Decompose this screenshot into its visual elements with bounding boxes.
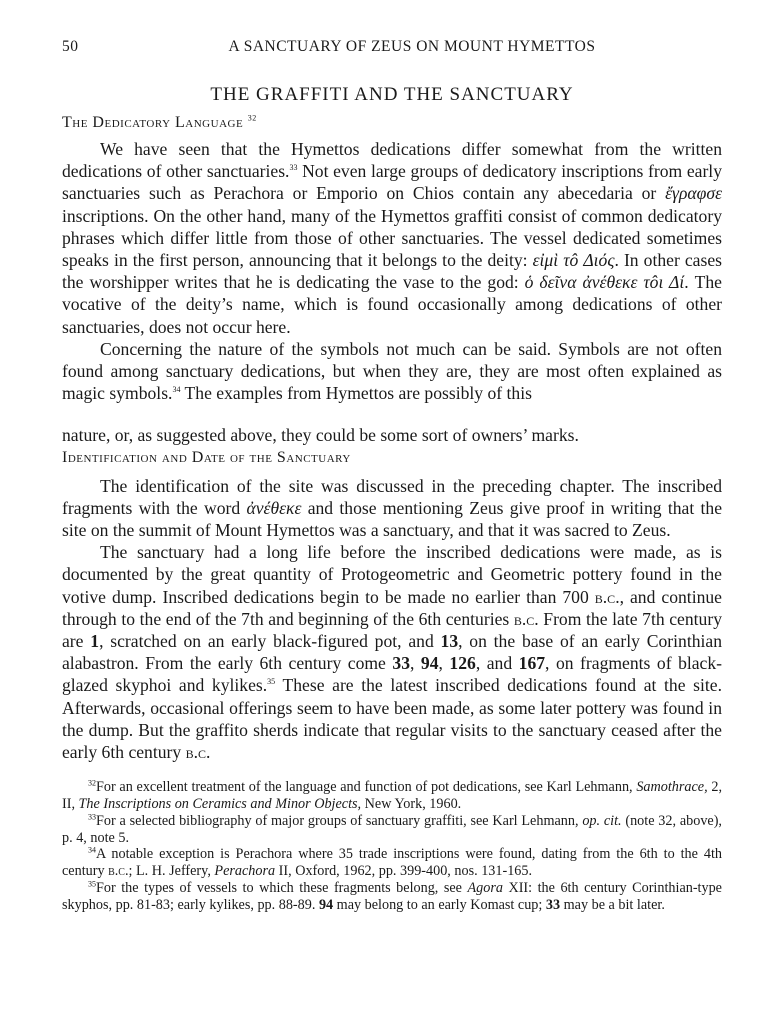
catalog-number: 33 — [545, 896, 561, 913]
text-run: , and continue through to the end of the 7th and beginning of the 6th centuries — [62, 586, 722, 629]
text-run: Not even large groups of dedicatory inscriptions from early sanctuaries such as Perachora or Emporio on Chios contain any abecedaria or — [62, 161, 722, 204]
italic-title: Agora — [467, 880, 503, 897]
paragraph-dedicatory-2 — [62, 338, 722, 405]
footnote-ref-34: 34 — [172, 385, 181, 395]
text-run: , — [409, 653, 421, 674]
footnote-number: 35 — [88, 879, 96, 889]
footnote-number: 34 — [88, 845, 96, 855]
text-run: . In other cases the worshipper writes that he is dedicating the vase to the god: — [62, 250, 722, 293]
text-run: , scratched on an early black-figured pot, and — [99, 631, 441, 652]
italic-title: Samothrace, — [636, 779, 708, 796]
text-run: Concerning the nature of the symbols not much can be said. Symbols are not often found among sanctuary dedications, but when they are, they are most often explained as magic symbols. — [62, 338, 722, 404]
catalog-number: 94 — [420, 653, 439, 674]
catalog-number: 167 — [518, 653, 546, 674]
text-run: (note 32, above), p. 4, note 5. — [62, 812, 722, 846]
footnote-number: 32 — [88, 778, 96, 788]
text-run: may be a bit later. — [560, 896, 665, 913]
greek-text: ἀνέθεκε — [246, 497, 302, 518]
paragraph-dedicatory-2-continued: nature, or, as suggested above, they could be some sort of owners’ marks. — [62, 425, 579, 446]
paragraph-identification-2 — [62, 541, 722, 763]
text-run: XII: the 6th century Corinthian-type skyphos, pp. 81-83; early kylikes, pp. 88-89. — [62, 880, 722, 913]
bc-abbrev: b.c. — [108, 863, 129, 880]
text-run: inscriptions. On the other hand, many of the Hymettos graffiti consist of common dedicatory phrases which differ little from those of other sanctuaries. The vessel dedicated sometimes speaks in the first person, announcing that it belongs to the deity: — [62, 205, 722, 271]
bc-abbrev: b.c. — [513, 608, 539, 629]
bc-abbrev: b.c. — [594, 586, 620, 607]
section-heading-identification: Identification and Date of the Sanctuary — [62, 448, 351, 466]
text-run: 2, II, — [62, 779, 722, 813]
text-run: , and — [475, 653, 519, 674]
spacer — [62, 404, 722, 424]
page — [62, 38, 722, 914]
footnote-35 — [62, 880, 722, 914]
running-head — [62, 38, 722, 62]
greek-text: ὁ δεῖνα ἀνέθεκε τôι Δί — [524, 272, 685, 293]
footnote-ref-32: 32 — [247, 113, 257, 123]
text-run: The examples from Hymettos are possibly of this — [180, 383, 532, 404]
text-run: These are the latest inscribed dedications found at the site. Afterwards, occasional offerings seem to have been made, as some later pottery was found in the dump. But the graffito sherds indicate that regular visits to the sanctuary ceased after the early 6th century — [62, 675, 722, 763]
paragraph-identification-1 — [62, 475, 722, 542]
greek-text: ἔγραφσε — [665, 183, 722, 204]
footnote-34 — [62, 846, 722, 880]
text-run: We have seen that the Hymettos dedications differ somewhat from the written dedications of other sanctuaries. — [62, 139, 722, 182]
section-heading-text: The Dedicatory Language — [62, 114, 244, 131]
footnotes — [62, 779, 722, 913]
catalog-number: 33 — [392, 653, 410, 674]
text-run: , — [438, 653, 450, 674]
text-run: . The vocative of the deity’s name, which is found occasionally among dedications of other sanctuaries, does not occur here. — [62, 272, 722, 337]
catalog-number: 13 — [440, 631, 459, 652]
italic-title: The Inscriptions on Ceramics and Minor Objects, — [78, 796, 362, 813]
chapter-title: THE GRAFFITI AND THE SANCTUARY — [210, 84, 574, 105]
text-run: The identification of the site was discussed in the preceding chapter. The inscribed fragments with the word — [62, 475, 722, 518]
text-run: ; L. H. Jeffery, — [128, 863, 215, 880]
running-title: A SANCTUARY OF ZEUS ON MOUNT HYMETTOS — [228, 38, 596, 55]
text-run: A notable exception is Perachora where 35 trade inscriptions were found, dating from the 6th to the 4th century — [62, 846, 722, 880]
bc-abbrev: b.c. — [185, 742, 211, 763]
catalog-number: 1 — [90, 631, 100, 652]
greek-text: εἰμὶ τô Διός — [532, 250, 615, 271]
text-run: The sanctuary had a long life before the inscribed dedications were made, as is documented by the great quantity of Protogeometric and Geometric pottery found in the votive dump. Inscribed dedications begin to be made no earlier than 700 — [62, 542, 722, 607]
text-run: and those mentioning Zeus give proof in writing that the site on the summit of Mount Hymettos was a sanctuary, and that it was sacred to Zeus. — [62, 497, 723, 541]
section-heading-dedicatory — [62, 114, 722, 132]
catalog-number: 126 — [449, 653, 476, 674]
text-run: , on fragments of black-glazed skyphoi and kylikes. — [62, 653, 723, 696]
text-run: For an excellent treatment of the language and function of pot dedications, see Karl Lehmann, — [96, 779, 637, 796]
footnote-33 — [62, 813, 722, 847]
italic-title: op. cit. — [582, 812, 622, 829]
paragraph-dedicatory-1 — [62, 138, 722, 338]
text-run: , on the base of an early Corinthian alabastron. From the early 6th century come — [62, 631, 722, 674]
footnote-ref-33: 33 — [289, 163, 298, 173]
text-run: New York, 1960. — [361, 796, 462, 813]
text-run: From the late 7th century are — [62, 608, 723, 652]
text-run: may belong to an early Komast cup; — [333, 896, 546, 913]
text-run: For a selected bibliography of major groups of sanctuary graffiti, see Karl Lehmann, — [96, 812, 583, 829]
footnote-ref-35: 35 — [267, 677, 276, 687]
footnote-number: 33 — [88, 812, 96, 822]
italic-title: Perachora — [214, 863, 276, 880]
text-run: II, Oxford, 1962, pp. 399-400, nos. 131-165. — [275, 863, 533, 880]
text-run: For the types of vessels to which these fragments belong, see — [96, 880, 468, 897]
footnote-32 — [62, 779, 722, 813]
page-number: 50 — [62, 38, 79, 55]
catalog-number: 94 — [318, 896, 334, 913]
